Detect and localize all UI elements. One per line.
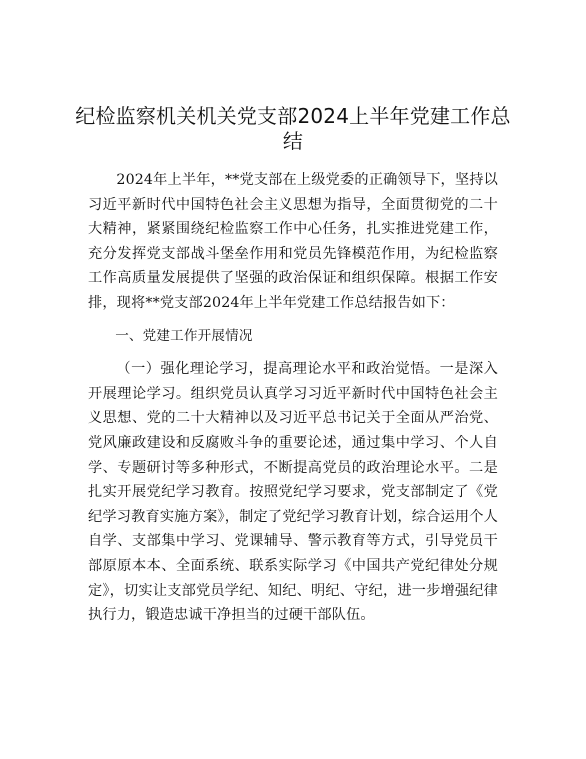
subsection-paragraph (88, 357, 498, 628)
intro-paragraph: 2024年上半年，**党支部在上级党委的正确领导下，坚持以习近平新时代中国特色社会主义思想为指导，全面贯彻党的二十大精神，紧紧围绕纪检监察工作中心任务，扎实推进党建工作，充分发挥党支部战斗堡垒作用和党员先锋模范作用，为纪检监察工作高质量发展提供了坚强的政治保证和组织保障。根据工作安排，现将**党支部2024年上半年党建工作总结报告如下： (88, 172, 498, 311)
section-heading: 一、党建工作开展情况 (115, 327, 253, 344)
subsection-body: 一是深入开展理论学习。组织党员认真学习习近平新时代中国特色社会主义思想、党的二十大精神以及习近平总书记关于全面从严治党、党风廉政建设和反腐败斗争的重要论述，通过集中学习、个人自学、专题研讨等多种形式，不断提高党员的政治理论水平。二是扎实开展党纪学习教育。按照党纪学习要求，党支部制定了《党纪学习教育实施方案》，制定了党纪学习教育计划，综合运用个人自学、支部集中学习、党课辅导、警示教育等方式，引导党员干部原原本本、全面系统、联系实际学习《中国共产党纪律处分规定》，切实让支部党员学纪、知纪、明纪、守纪，进一步增强纪律执行力，锻造忠诚干净担当的过硬干部队伍。 (88, 361, 498, 624)
document-body (88, 168, 498, 628)
document-title: 纪检监察机关机关党支部2024上半年党建工作总结 (75, 104, 511, 153)
subsection-title: （一）强化理论学习，提高理论水平和政治觉悟。 (116, 361, 440, 378)
